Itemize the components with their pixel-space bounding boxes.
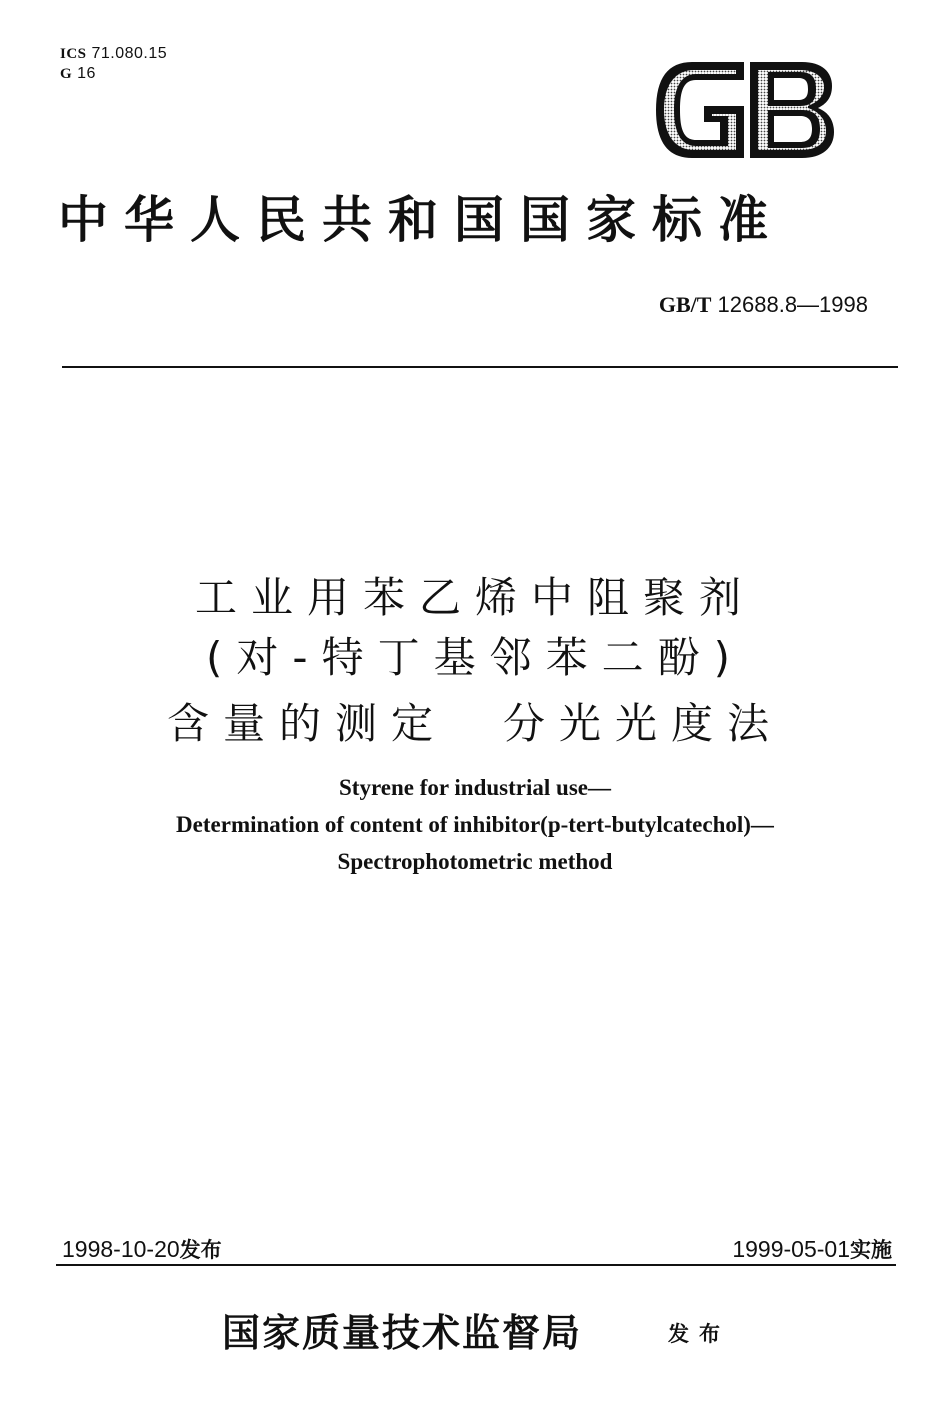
title-cn-line2: (对-特丁基邻苯二酚) bbox=[206, 633, 744, 682]
national-standard-title: 中华人民共和国国家标准 bbox=[58, 190, 784, 249]
gb-logo bbox=[652, 58, 838, 162]
issuer-action: 发布 bbox=[668, 1322, 730, 1346]
ics-label: ICS bbox=[60, 46, 87, 62]
header-divider bbox=[62, 366, 898, 368]
ics-code bbox=[60, 44, 167, 64]
gb-logo-icon bbox=[652, 58, 838, 162]
g-label: G bbox=[60, 66, 73, 82]
effective-date-value: 1999-05-01 bbox=[732, 1236, 850, 1262]
g-code bbox=[60, 64, 167, 84]
title-en-line2: Determination of content of inhibitor(p-tert-butylcatechol)— bbox=[176, 812, 774, 837]
title-en-line3: Spectrophotometric method bbox=[337, 849, 613, 874]
standard-code: 12688.8—1998 bbox=[717, 292, 868, 317]
issue-date-value: 1998-10-20 bbox=[62, 1236, 180, 1262]
title-cn-line3: 含量的测定 分光光度法 bbox=[166, 699, 783, 748]
g-value: 16 bbox=[77, 65, 96, 82]
issue-date bbox=[62, 1234, 222, 1264]
footer-divider bbox=[56, 1264, 896, 1266]
classification-codes bbox=[60, 44, 167, 84]
issuer-name: 国家质量技术监督局 bbox=[222, 1310, 583, 1355]
effective-date bbox=[732, 1234, 892, 1264]
title-cn-line1: 工业用苯乙烯中阻聚剂 bbox=[194, 573, 755, 622]
ics-value: 71.080.15 bbox=[91, 45, 168, 62]
title-en-line1: Styrene for industrial use— bbox=[339, 775, 611, 800]
effective-date-label: 实施 bbox=[850, 1238, 892, 1262]
issue-date-label: 发布 bbox=[179, 1238, 222, 1262]
standard-number bbox=[659, 292, 868, 318]
standard-prefix: GB/T bbox=[658, 292, 712, 317]
